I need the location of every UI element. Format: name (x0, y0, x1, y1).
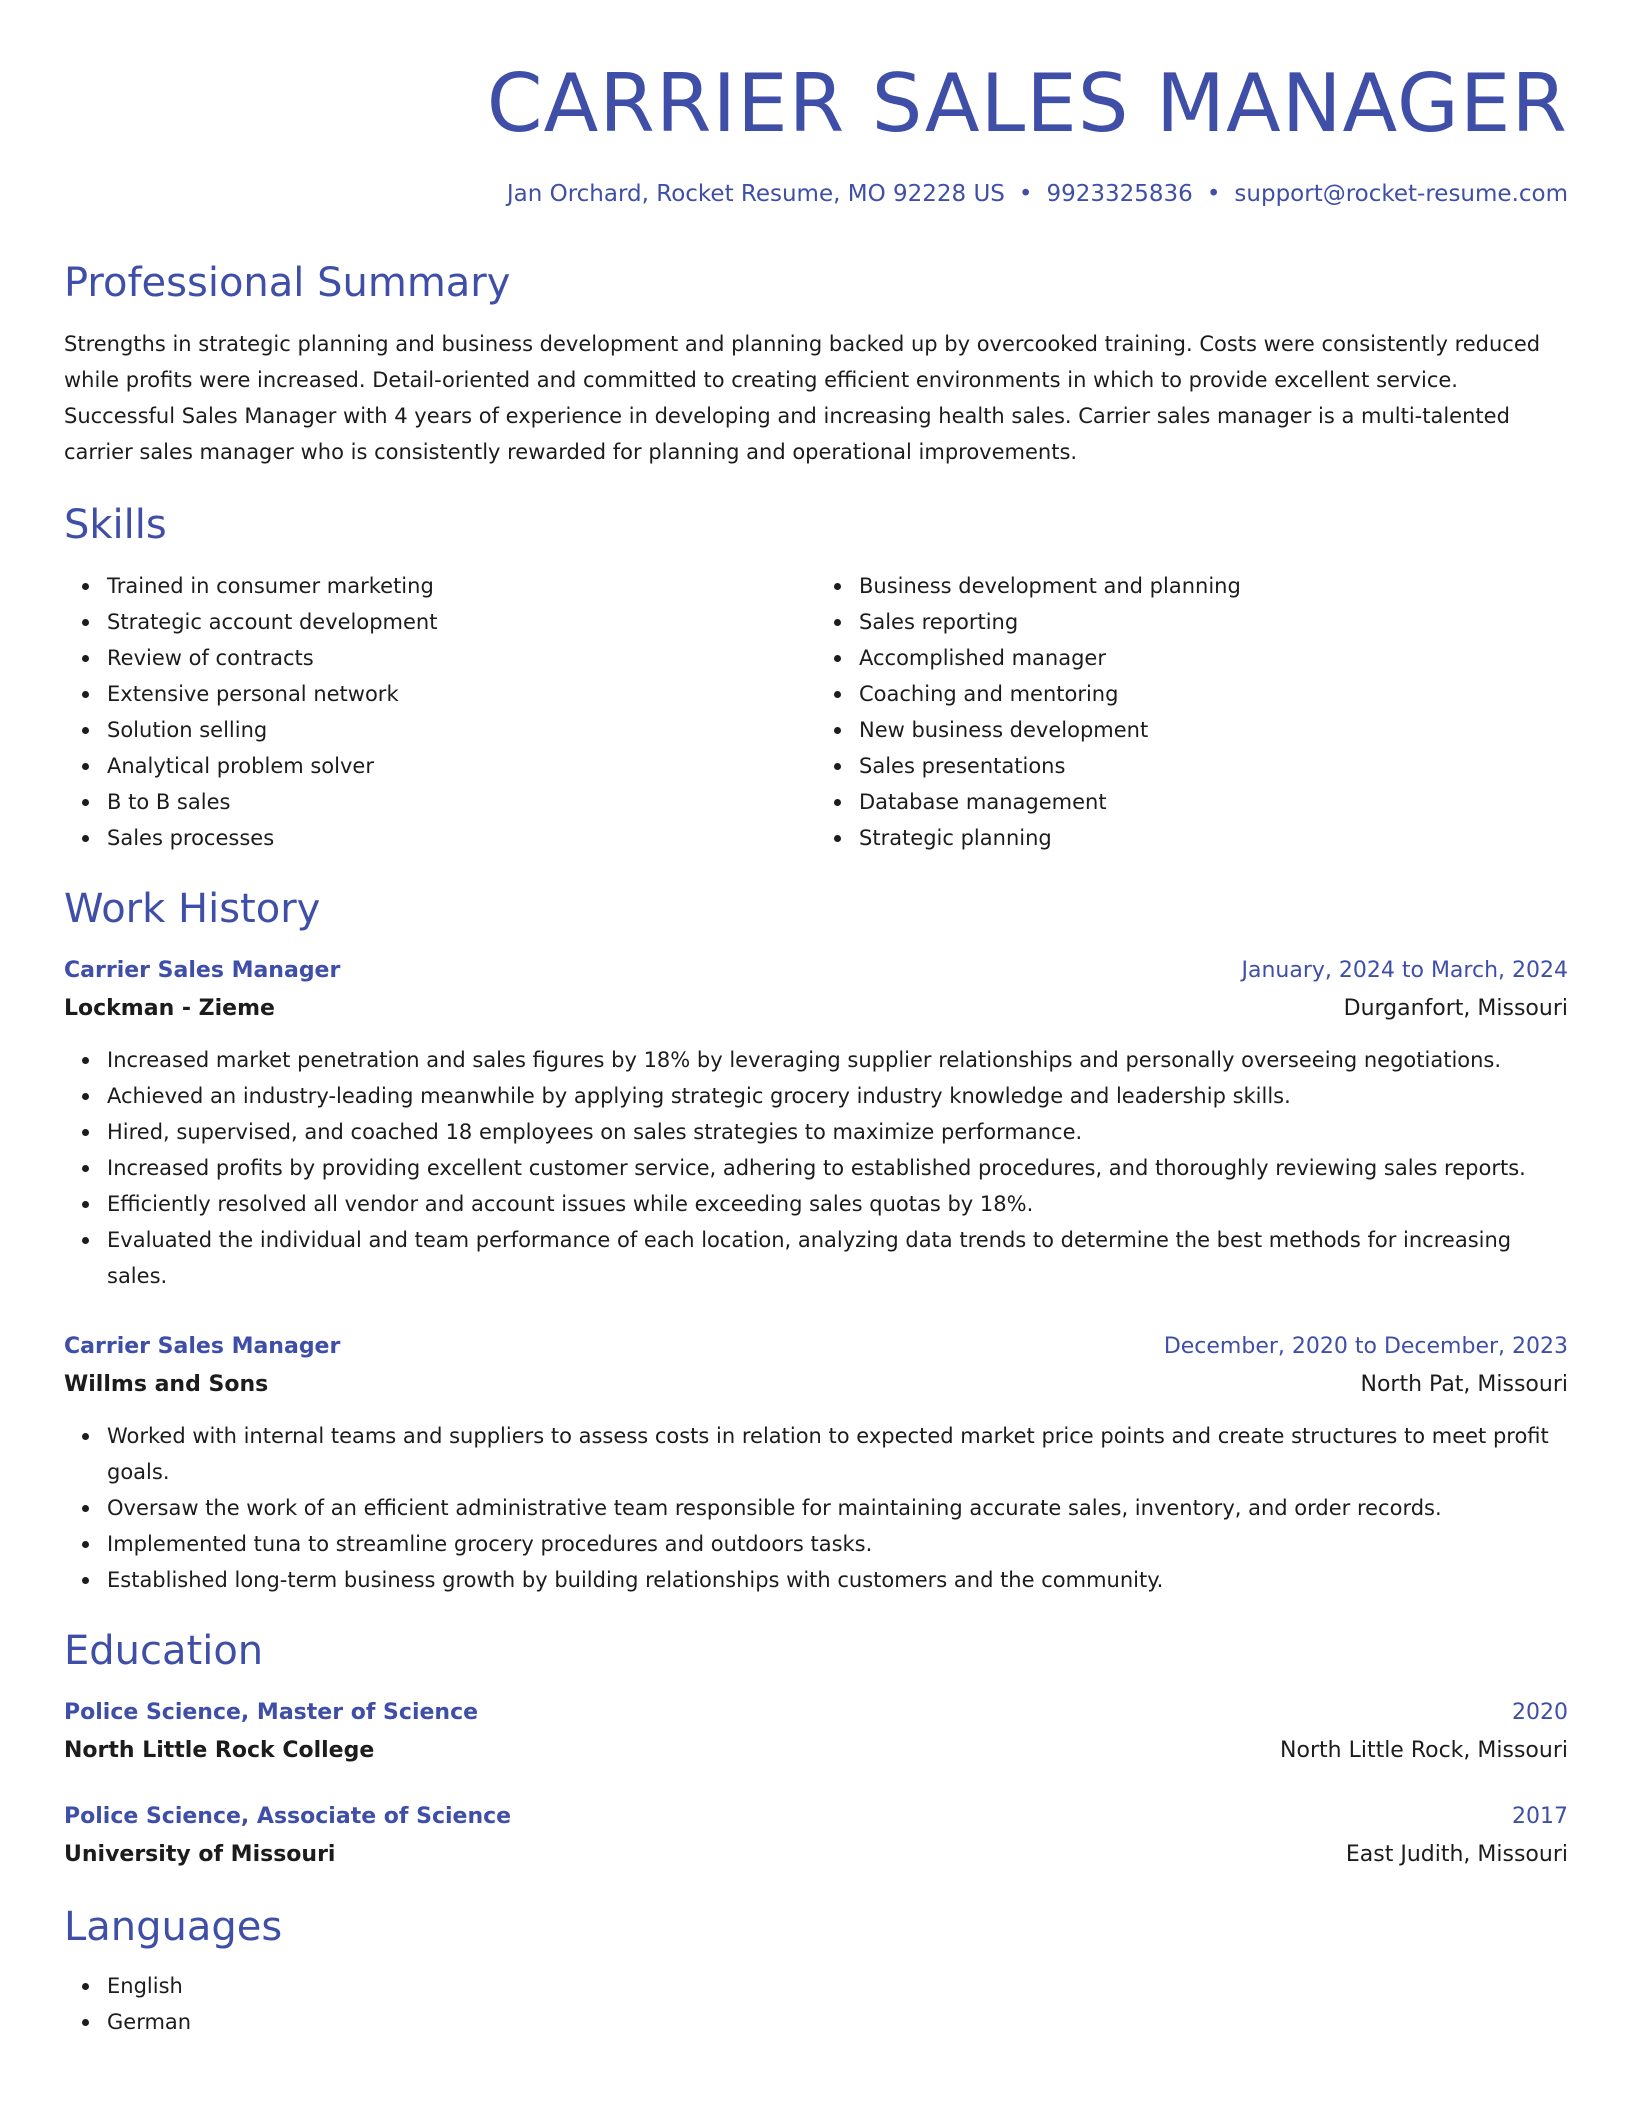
school-name: University of Missouri (64, 1842, 336, 1867)
professional-summary-section (64, 258, 1568, 470)
contact-separator: • (1018, 181, 1033, 207)
languages-section (64, 1902, 1568, 2040)
section-heading: Professional Summary (64, 260, 511, 306)
job-location: Durganfort, Missouri (1343, 996, 1568, 1021)
education-header-row (64, 1798, 1568, 1836)
job-bullet: Achieved an industry-leading meanwhile by applying strategic grocery industry knowledge and leadership skills. (107, 1078, 1568, 1114)
skills-column-right (816, 568, 1568, 856)
job-bullet: Established long-term business growth by building relationships with customers and the community. (107, 1562, 1568, 1598)
skill-item: Review of contracts (107, 640, 816, 676)
company-name: Lockman - Zieme (64, 996, 275, 1021)
job-dates: January, 2024 to March, 2024 (1241, 958, 1568, 983)
skill-item: Coaching and mentoring (859, 676, 1568, 712)
resume-header (64, 54, 1568, 210)
job-header-row (64, 1328, 1568, 1366)
education-entry (64, 1694, 1568, 1770)
job-title-text: Carrier Sales Manager (64, 1334, 341, 1359)
contact-email: support@rocket-resume.com (1234, 181, 1568, 207)
job-bullet: Efficiently resolved all vendor and account issues while exceeding sales quotas by 18%. (107, 1186, 1568, 1222)
section-heading: Education (64, 1628, 264, 1674)
skill-item: Analytical problem solver (107, 748, 816, 784)
section-heading: Work History (64, 886, 321, 932)
graduation-year: 2020 (1512, 1700, 1568, 1725)
education-entry (64, 1798, 1568, 1874)
skill-item: Solution selling (107, 712, 816, 748)
job-bullet: Evaluated the individual and team performance of each location, analyzing data trends to determine the best methods for increasing sales. (107, 1222, 1568, 1294)
job-header-row (64, 952, 1568, 990)
skills-grid (64, 568, 1568, 856)
work-history-section (64, 884, 1568, 1598)
language-item: English (107, 1968, 1568, 2004)
education-header-row (64, 1694, 1568, 1732)
education-school-row (64, 1836, 1568, 1874)
skill-item: New business development (859, 712, 1568, 748)
job-dates: December, 2020 to December, 2023 (1163, 1334, 1568, 1359)
skill-item: Strategic account development (107, 604, 816, 640)
job-bullet: Increased profits by providing excellent customer service, adhering to established procedures, and thoroughly reviewing sales reports. (107, 1150, 1568, 1186)
summary-text: Strengths in strategic planning and business development and planning backed up by overcooked training. Costs were consistently reduced while profits were increased. Detail-oriented and committed to creating efficient environments in which to provide excellent service. Successful Sales Manager with 4 years of experience in developing and increasing health sales. Carrier sales manager is a multi-talented carrier sales manager who is consistently rewarded for planning and operational improvements. (64, 332, 1541, 464)
job-bullet: Increased market penetration and sales figures by 18% by leveraging supplier relationships and personally overseeing negotiations. (107, 1042, 1568, 1078)
job-bullet: Hired, supervised, and coached 18 employees on sales strategies to maximize performance. (107, 1114, 1568, 1150)
contact-address: Jan Orchard, Rocket Resume, MO 92228 US (506, 181, 1005, 207)
contact-phone: 9923325836 (1046, 181, 1193, 207)
job-bullet: Implemented tuna to streamline grocery procedures and outdoors tasks. (107, 1526, 1568, 1562)
contact-separator: • (1206, 181, 1221, 207)
skills-column-left (64, 568, 816, 856)
section-heading: Skills (64, 502, 167, 548)
job-entry (64, 1328, 1568, 1598)
skill-item: Sales processes (107, 820, 816, 856)
skill-item: Accomplished manager (859, 640, 1568, 676)
school-name: North Little Rock College (64, 1738, 375, 1763)
language-item: German (107, 2004, 1568, 2040)
job-bullet: Oversaw the work of an efficient administrative team responsible for maintaining accurate sales, inventory, and order records. (107, 1490, 1568, 1526)
skills-list (64, 568, 816, 856)
skills-list (816, 568, 1568, 856)
job-entry (64, 952, 1568, 1294)
job-bullets (64, 1042, 1568, 1294)
education-school-row (64, 1732, 1568, 1770)
job-company-row (64, 1366, 1568, 1404)
skill-item: Strategic planning (859, 820, 1568, 856)
graduation-year: 2017 (1512, 1804, 1568, 1829)
skill-item: Extensive personal network (107, 676, 816, 712)
job-bullet: Worked with internal teams and suppliers to assess costs in relation to expected market price points and create structures to meet profit goals. (107, 1418, 1568, 1490)
skill-item: Database management (859, 784, 1568, 820)
job-bullets (64, 1418, 1568, 1598)
section-heading: Languages (64, 1904, 283, 1950)
school-location: East Judith, Missouri (1345, 1842, 1568, 1867)
languages-list (64, 1968, 1568, 2040)
job-title: CARRIER SALES MANAGER (486, 57, 1568, 150)
school-location: North Little Rock, Missouri (1280, 1738, 1568, 1763)
skill-item: Trained in consumer marketing (107, 568, 816, 604)
job-company-row (64, 990, 1568, 1028)
degree-name: Police Science, Associate of Science (64, 1804, 512, 1829)
company-name: Willms and Sons (64, 1372, 269, 1397)
skill-item: Sales reporting (859, 604, 1568, 640)
job-title-text: Carrier Sales Manager (64, 958, 341, 983)
skill-item: Sales presentations (859, 748, 1568, 784)
skill-item: B to B sales (107, 784, 816, 820)
skill-item: Business development and planning (859, 568, 1568, 604)
skills-section (64, 500, 1568, 856)
job-location: North Pat, Missouri (1360, 1372, 1568, 1397)
education-section (64, 1626, 1568, 1874)
contact-line (64, 178, 1568, 210)
degree-name: Police Science, Master of Science (64, 1700, 479, 1725)
